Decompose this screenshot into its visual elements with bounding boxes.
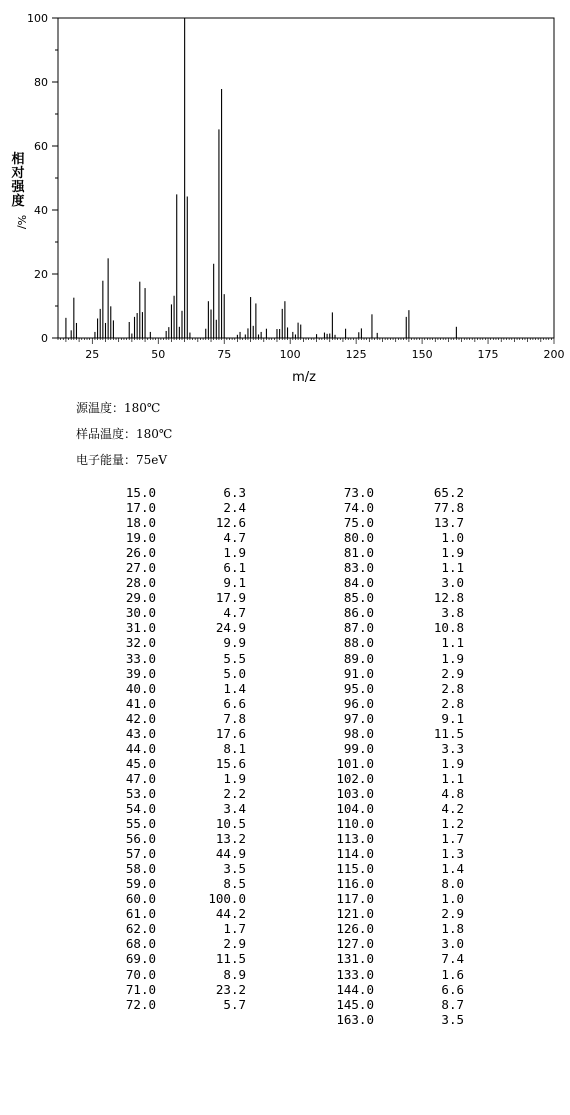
intensity-cell: 1.8 <box>441 921 464 937</box>
mz-cell: 73.0 <box>343 485 374 500</box>
intensity-cell: 4.2 <box>441 800 464 816</box>
intensity-cell: 1.4 <box>441 861 464 877</box>
intensity-cell: 11.5 <box>433 725 464 741</box>
intensity-cell: 4.7 <box>223 605 246 621</box>
mz-cell: 84.0 <box>343 575 374 591</box>
y-title-char: 对 <box>11 166 25 181</box>
mz-cell: 87.0 <box>343 620 374 636</box>
intensity-cell: 1.9 <box>223 545 246 561</box>
intensity-cell: 2.8 <box>441 695 464 711</box>
intensity-cell: 4.8 <box>441 785 464 801</box>
mz-cell: 96.0 <box>343 695 374 711</box>
intensity-cell: 2.9 <box>223 936 246 952</box>
mz-cell: 31.0 <box>125 620 156 636</box>
intensity-cell: 11.5 <box>215 951 246 967</box>
mz-cell: 101.0 <box>336 755 374 771</box>
electron-energy: 电子能量：75eV <box>76 453 168 467</box>
mz-cell: 85.0 <box>343 590 374 606</box>
intensity-cell: 12.6 <box>215 515 246 531</box>
intensity-cell: 4.7 <box>223 530 246 546</box>
mz-cell: 102.0 <box>336 770 374 786</box>
x-tick-label: 50 <box>151 348 166 361</box>
mz-cell: 53.0 <box>125 785 156 801</box>
mz-cell: 113.0 <box>336 831 374 847</box>
intensity-cell: 1.0 <box>441 530 464 546</box>
x-tick-label: 200 <box>543 348 565 361</box>
intensity-cell: 9.1 <box>223 575 246 591</box>
mz-cell: 81.0 <box>343 545 374 561</box>
mz-cell: 72.0 <box>125 996 156 1012</box>
intensity-cell: 3.0 <box>441 575 464 591</box>
mz-cell: 114.0 <box>336 846 374 862</box>
y-axis <box>27 12 58 345</box>
mz-cell: 30.0 <box>125 605 156 621</box>
intensity-cell: 1.3 <box>441 846 464 862</box>
y-tick-label: 100 <box>27 12 48 25</box>
y-title-char: 相 <box>11 152 25 167</box>
mz-cell: 127.0 <box>336 936 374 952</box>
mz-cell: 70.0 <box>125 966 156 982</box>
mz-cell: 116.0 <box>336 876 374 892</box>
intensity-cell: 8.1 <box>223 740 246 756</box>
mz-cell: 126.0 <box>336 921 374 937</box>
intensity-cell: 1.7 <box>441 831 464 847</box>
intensity-cell: 1.7 <box>223 921 246 937</box>
intensity-cell: 6.6 <box>441 981 464 997</box>
intensity-cell: 44.9 <box>215 846 246 862</box>
intensity-cell: 2.9 <box>441 665 464 681</box>
mz-cell: 42.0 <box>125 710 156 726</box>
mz-cell: 40.0 <box>125 680 156 696</box>
intensity-cell: 3.0 <box>441 936 464 952</box>
intensity-cell: 1.4 <box>223 680 246 696</box>
mz-cell: 61.0 <box>125 906 156 922</box>
mz-cell: 75.0 <box>343 515 374 531</box>
intensity-cell: 5.0 <box>223 665 246 681</box>
y-tick-label: 60 <box>34 140 48 153</box>
mz-cell: 91.0 <box>343 665 374 681</box>
intensity-cell: 13.2 <box>215 831 246 847</box>
mz-cell: 88.0 <box>343 635 374 651</box>
mz-cell: 33.0 <box>125 650 156 666</box>
mz-cell: 18.0 <box>125 515 156 531</box>
mz-cell: 26.0 <box>125 545 156 561</box>
mz-cell: 43.0 <box>125 725 156 741</box>
y-title-char: 强 <box>11 180 25 195</box>
intensity-cell: 5.7 <box>223 996 246 1012</box>
mz-cell: 59.0 <box>125 876 156 892</box>
y-tick-label: 40 <box>34 204 48 217</box>
mz-cell: 28.0 <box>125 575 156 591</box>
intensity-cell: 8.5 <box>223 876 246 892</box>
intensity-cell: 17.9 <box>215 590 246 606</box>
mz-cell: 110.0 <box>336 816 374 832</box>
intensity-cell: 8.7 <box>441 996 464 1012</box>
mz-cell: 57.0 <box>125 846 156 862</box>
intensity-cell: 77.8 <box>433 500 464 516</box>
intensity-cell: 10.8 <box>433 620 464 636</box>
mz-cell: 103.0 <box>336 785 374 801</box>
intensity-cell: 3.3 <box>441 740 464 756</box>
intensity-cell: 3.4 <box>223 800 246 816</box>
mz-cell: 45.0 <box>125 755 156 771</box>
mz-cell: 83.0 <box>343 560 374 576</box>
mz-cell: 60.0 <box>125 891 156 907</box>
intensity-cell: 6.1 <box>223 560 246 576</box>
intensity-cell: 1.0 <box>441 891 464 907</box>
mz-cell: 15.0 <box>125 485 156 500</box>
intensity-cell: 1.1 <box>441 635 464 651</box>
intensity-cell: 15.6 <box>215 755 246 771</box>
y-tick-label: 20 <box>34 268 48 281</box>
mz-cell: 115.0 <box>336 861 374 877</box>
intensity-cell: 3.8 <box>441 605 464 621</box>
intensity-cell: 3.5 <box>441 1011 464 1027</box>
x-tick-label: 100 <box>279 348 301 361</box>
mz-cell: 97.0 <box>343 710 374 726</box>
mz-cell: 163.0 <box>336 1011 374 1027</box>
mz-cell: 121.0 <box>336 906 374 922</box>
mz-cell: 71.0 <box>125 981 156 997</box>
intensity-cell: 10.5 <box>215 816 246 832</box>
mz-cell: 86.0 <box>343 605 374 621</box>
intensity-cell: 2.4 <box>223 500 246 516</box>
mz-cell: 104.0 <box>336 800 374 816</box>
mz-cell: 69.0 <box>125 951 156 967</box>
plot-frame <box>58 18 554 338</box>
intensity-cell: 2.9 <box>441 906 464 922</box>
intensity-cell: 1.2 <box>441 816 464 832</box>
y-title-unit: %/ <box>15 214 28 230</box>
mz-cell: 145.0 <box>336 996 374 1012</box>
mz-cell: 55.0 <box>125 816 156 832</box>
acquisition-conditions <box>76 399 172 477</box>
mz-cell: 19.0 <box>125 530 156 546</box>
intensity-cell: 17.6 <box>215 725 246 741</box>
plot-border <box>58 18 554 338</box>
mz-cell: 41.0 <box>125 695 156 711</box>
x-tick-label: 175 <box>477 348 499 361</box>
intensity-cell: 7.4 <box>441 951 464 967</box>
intensity-cell: 1.9 <box>441 545 464 561</box>
intensity-cell: 9.1 <box>441 710 464 726</box>
intensity-cell: 1.1 <box>441 770 464 786</box>
intensity-cell: 1.9 <box>441 755 464 771</box>
intensity-cell: 8.9 <box>223 966 246 982</box>
spectrum-peaks <box>66 18 456 338</box>
mz-cell: 95.0 <box>343 680 374 696</box>
mz-cell: 131.0 <box>336 951 374 967</box>
intensity-cell: 8.0 <box>441 876 464 892</box>
mz-cell: 80.0 <box>343 530 374 546</box>
y-axis-title <box>10 151 28 229</box>
sample-temperature: 样品温度：180℃ <box>76 427 173 441</box>
intensity-cell: 1.1 <box>441 560 464 576</box>
mz-cell: 27.0 <box>125 560 156 576</box>
mz-cell: 56.0 <box>125 831 156 847</box>
mz-cell: 17.0 <box>125 500 156 516</box>
intensity-cell: 23.2 <box>215 981 246 997</box>
x-tick-label: 25 <box>85 348 100 361</box>
mz-cell: 133.0 <box>336 966 374 982</box>
intensity-cell: 1.9 <box>441 650 464 666</box>
intensity-cell: 2.8 <box>441 680 464 696</box>
mz-cell: 74.0 <box>343 500 374 516</box>
intensity-cell: 12.8 <box>433 590 464 606</box>
x-axis <box>58 338 565 361</box>
y-title-char: 度 <box>11 194 25 209</box>
x-tick-label: 150 <box>411 348 433 361</box>
mz-cell: 68.0 <box>125 936 156 952</box>
mz-cell: 47.0 <box>125 770 156 786</box>
intensity-cell: 3.5 <box>223 861 246 877</box>
mz-cell: 32.0 <box>125 635 156 651</box>
intensity-cell: 1.6 <box>441 966 464 982</box>
mz-cell: 29.0 <box>125 590 156 606</box>
y-tick-label: 0 <box>41 332 48 345</box>
source-temperature: 源温度：180℃ <box>76 401 161 415</box>
mz-cell: 54.0 <box>125 800 156 816</box>
mz-cell: 89.0 <box>343 650 374 666</box>
intensity-cell: 6.6 <box>223 695 246 711</box>
intensity-cell: 6.3 <box>223 485 246 500</box>
intensity-cell: 2.2 <box>223 785 246 801</box>
intensity-cell: 24.9 <box>215 620 246 636</box>
mz-cell: 39.0 <box>125 665 156 681</box>
intensity-cell: 13.7 <box>433 515 464 531</box>
intensity-cell: 44.2 <box>215 906 246 922</box>
mz-cell: 144.0 <box>336 981 374 997</box>
intensity-cell: 1.9 <box>223 770 246 786</box>
y-tick-label: 80 <box>34 76 48 89</box>
intensity-cell: 100.0 <box>208 891 246 907</box>
x-axis-title: m/z <box>292 370 316 385</box>
mz-cell: 62.0 <box>125 921 156 937</box>
mz-cell: 117.0 <box>336 891 374 907</box>
mass-spectrum-chart <box>0 0 570 390</box>
mz-cell: 98.0 <box>343 725 374 741</box>
x-tick-label: 125 <box>345 348 367 361</box>
intensity-cell: 65.2 <box>433 485 464 500</box>
mz-cell: 99.0 <box>343 740 374 756</box>
intensity-cell: 7.8 <box>223 710 246 726</box>
intensity-cell: 9.9 <box>223 635 246 651</box>
intensity-cell: 5.5 <box>223 650 246 666</box>
mz-cell: 44.0 <box>125 740 156 756</box>
x-tick-label: 75 <box>217 348 232 361</box>
mz-cell: 58.0 <box>125 861 156 877</box>
